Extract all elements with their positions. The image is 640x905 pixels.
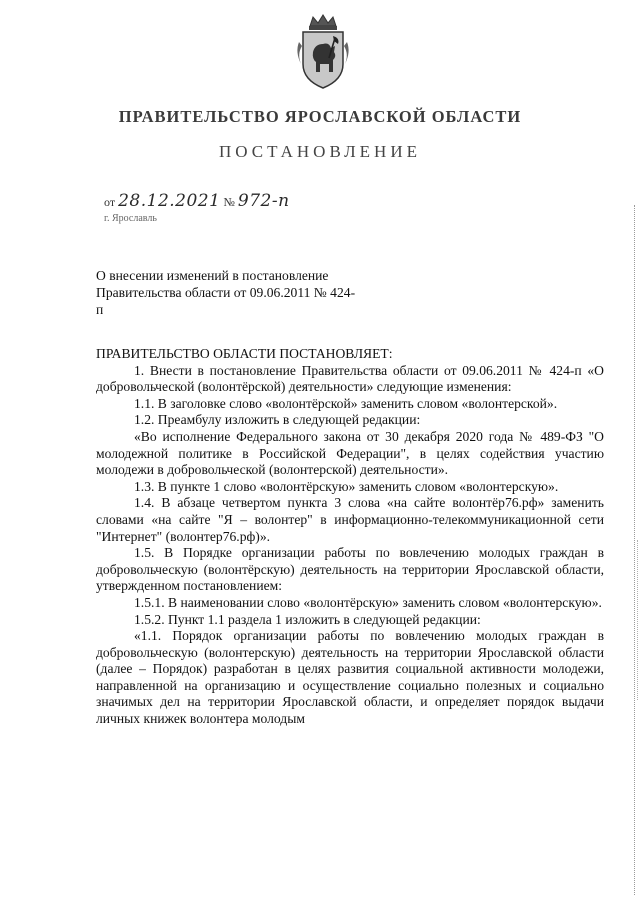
body-paragraph: 1.1. В заголовке слово «волонтёрской» заменить словом «волонтерской». <box>134 395 558 411</box>
date-prefix: от <box>104 195 116 209</box>
document-type: ПОСТАНОВЛЕНИЕ <box>218 142 421 161</box>
body-paragraph: 1. Внести в постановление Правительства области от 09.06.2011 № 424-п «О добровольческой (волонтёрской) деятельности» следующие изменения: <box>96 362 604 395</box>
number-prefix: № <box>223 195 235 209</box>
date-number-line <box>104 191 290 211</box>
document-body <box>96 346 604 728</box>
body-paragraph: «1.1. Порядок организации работы по вовлечению молодых граждан в добровольческую (волонтерскую) деятельность на территории Ярославской области (далее – Порядок) разработан в целях развития социальной активности молодежи, направленной на организацию и осуществление социально полезных и социально значимых дел на территории Ярославской области, и определяет порядок выдачи личных книжек волонтера молодым <box>96 628 604 727</box>
body-paragraph: 1.2. Преамбулу изложить в следующей редакции: <box>134 412 421 428</box>
body-paragraph: 1.3. В пункте 1 слово «волонтёрскую» заменить словом «волонтерскую». <box>134 478 559 494</box>
body-paragraph: 1.5.1. В наименовании слово «волонтёрскую» заменить словом «волонтерскую». <box>134 594 602 610</box>
body-paragraph: 1.5. В Порядке организации работы по вовлечению молодых граждан в добровольческую (волонтёрскую) деятельность на территории Ярославской области, утвержденном постановлением: <box>96 545 604 594</box>
resolves-heading: ПРАВИТЕЛЬСТВО ОБЛАСТИ ПОСТАНОВЛЯЕТ: <box>96 346 393 361</box>
handwritten-date: 28.12.2021 <box>118 191 221 211</box>
body-paragraph: 1.4. В абзаце четвертом пункта 3 слова «на сайте волонтёр76.рф» заменить словами «на сайте "Я – волонтер" в информационно-телекоммуникационной сети "Интернет" (волонтер76.рф)». <box>96 495 604 544</box>
city-label: г. Ярославль <box>104 213 157 224</box>
body-paragraph: 1.5.2. Пункт 1.1 раздела 1 изложить в следующей редакции: <box>134 611 481 627</box>
document-subject: О внесении изменений в постановление Правительства области от 09.06.2011 № 424-п <box>96 268 356 317</box>
handwritten-number: 972-п <box>237 191 290 211</box>
coat-of-arms-emblem <box>293 12 353 92</box>
government-title: ПРАВИТЕЛЬСТВО ЯРОСЛАВСКОЙ ОБЛАСТИ <box>118 107 522 126</box>
body-paragraph: «Во исполнение Федерального закона от 30 декабря 2020 года № 489-ФЗ "О молодежной политике в Российской Федерации", в целях содействия участию молодежи в добровольческой (волонтерской) деятельности». <box>96 428 604 478</box>
